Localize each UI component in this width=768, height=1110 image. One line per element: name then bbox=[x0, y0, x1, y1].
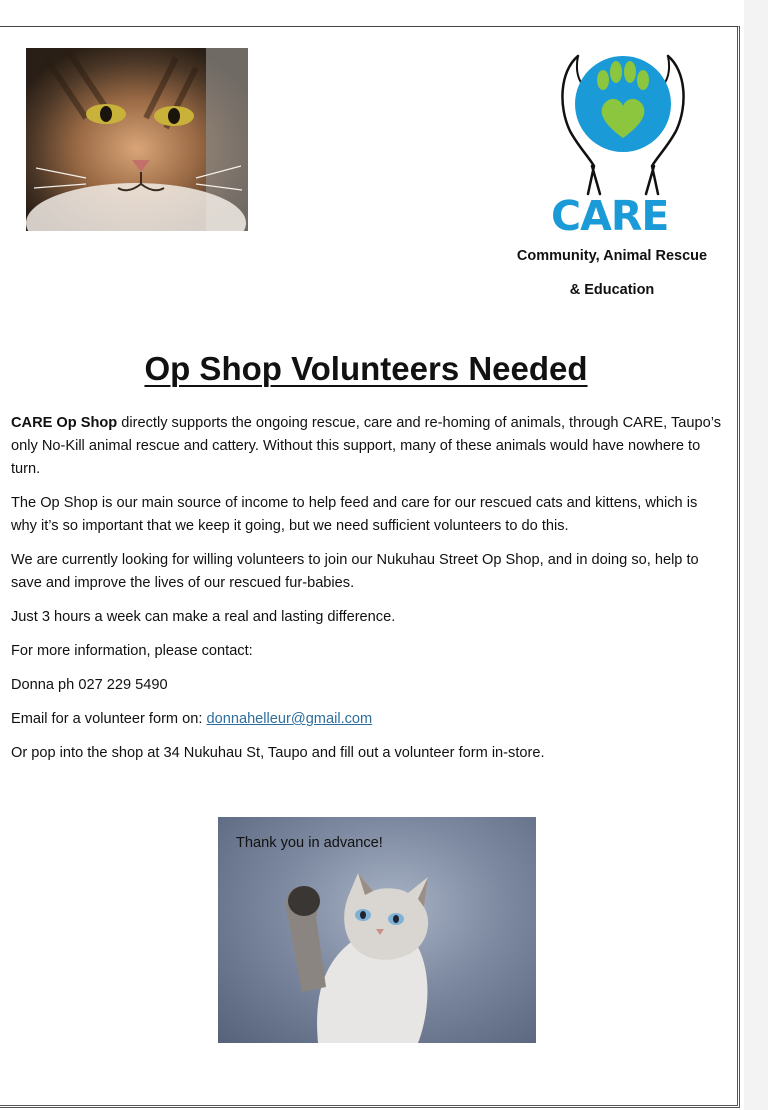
paragraph-phone: Donna ph 027 229 5490 bbox=[11, 677, 168, 693]
paragraph-shop: Or pop into the shop at 34 Nukuhau St, Taupo and fill out a volunteer form in-store. bbox=[11, 745, 545, 761]
org-name-line-1: Community, Animal Rescue bbox=[516, 248, 708, 264]
paragraph-looking: We are currently looking for willing volunteers to join our Nukuhau Street Op Shop, and in doing so, help to save and improve the lives of our rescued fur-babies. bbox=[11, 552, 699, 591]
paragraph-contact-intro: For more information, please contact: bbox=[11, 643, 253, 659]
email-prefix: Email for a volunteer form on: bbox=[11, 711, 207, 727]
paragraph-email bbox=[11, 708, 723, 731]
thank-you-caption: Thank you in advance! bbox=[236, 835, 383, 851]
body-text bbox=[11, 412, 723, 776]
page-title: Op Shop Volunteers Needed bbox=[144, 350, 588, 387]
page-margin-strip bbox=[744, 0, 768, 1110]
intro-text: directly supports the ongoing rescue, care and re-homing of animals, through CARE, Taupo’s only No-Kill animal rescue and cattery. Without this support, many of these animals would have nowhere to turn. bbox=[11, 415, 722, 477]
waving-kitten-photo bbox=[218, 817, 536, 1043]
org-name-line-2: & Education bbox=[569, 282, 655, 298]
email-link[interactable]: donnahelleur@gmail.com bbox=[206, 711, 373, 727]
cat-face-photo bbox=[26, 48, 248, 231]
paragraph-hours: Just 3 hours a week can make a real and lasting difference. bbox=[11, 609, 396, 625]
intro-bold-text: CARE Op Shop bbox=[11, 415, 118, 431]
paragraph-income: The Op Shop is our main source of income to help feed and care for our rescued cats and kittens, which is why it’s so important that we keep it going, but we need sufficient volunteers to do this. bbox=[11, 495, 698, 534]
logo-wordmark: CARE bbox=[551, 192, 669, 240]
paragraph-intro bbox=[11, 412, 723, 481]
